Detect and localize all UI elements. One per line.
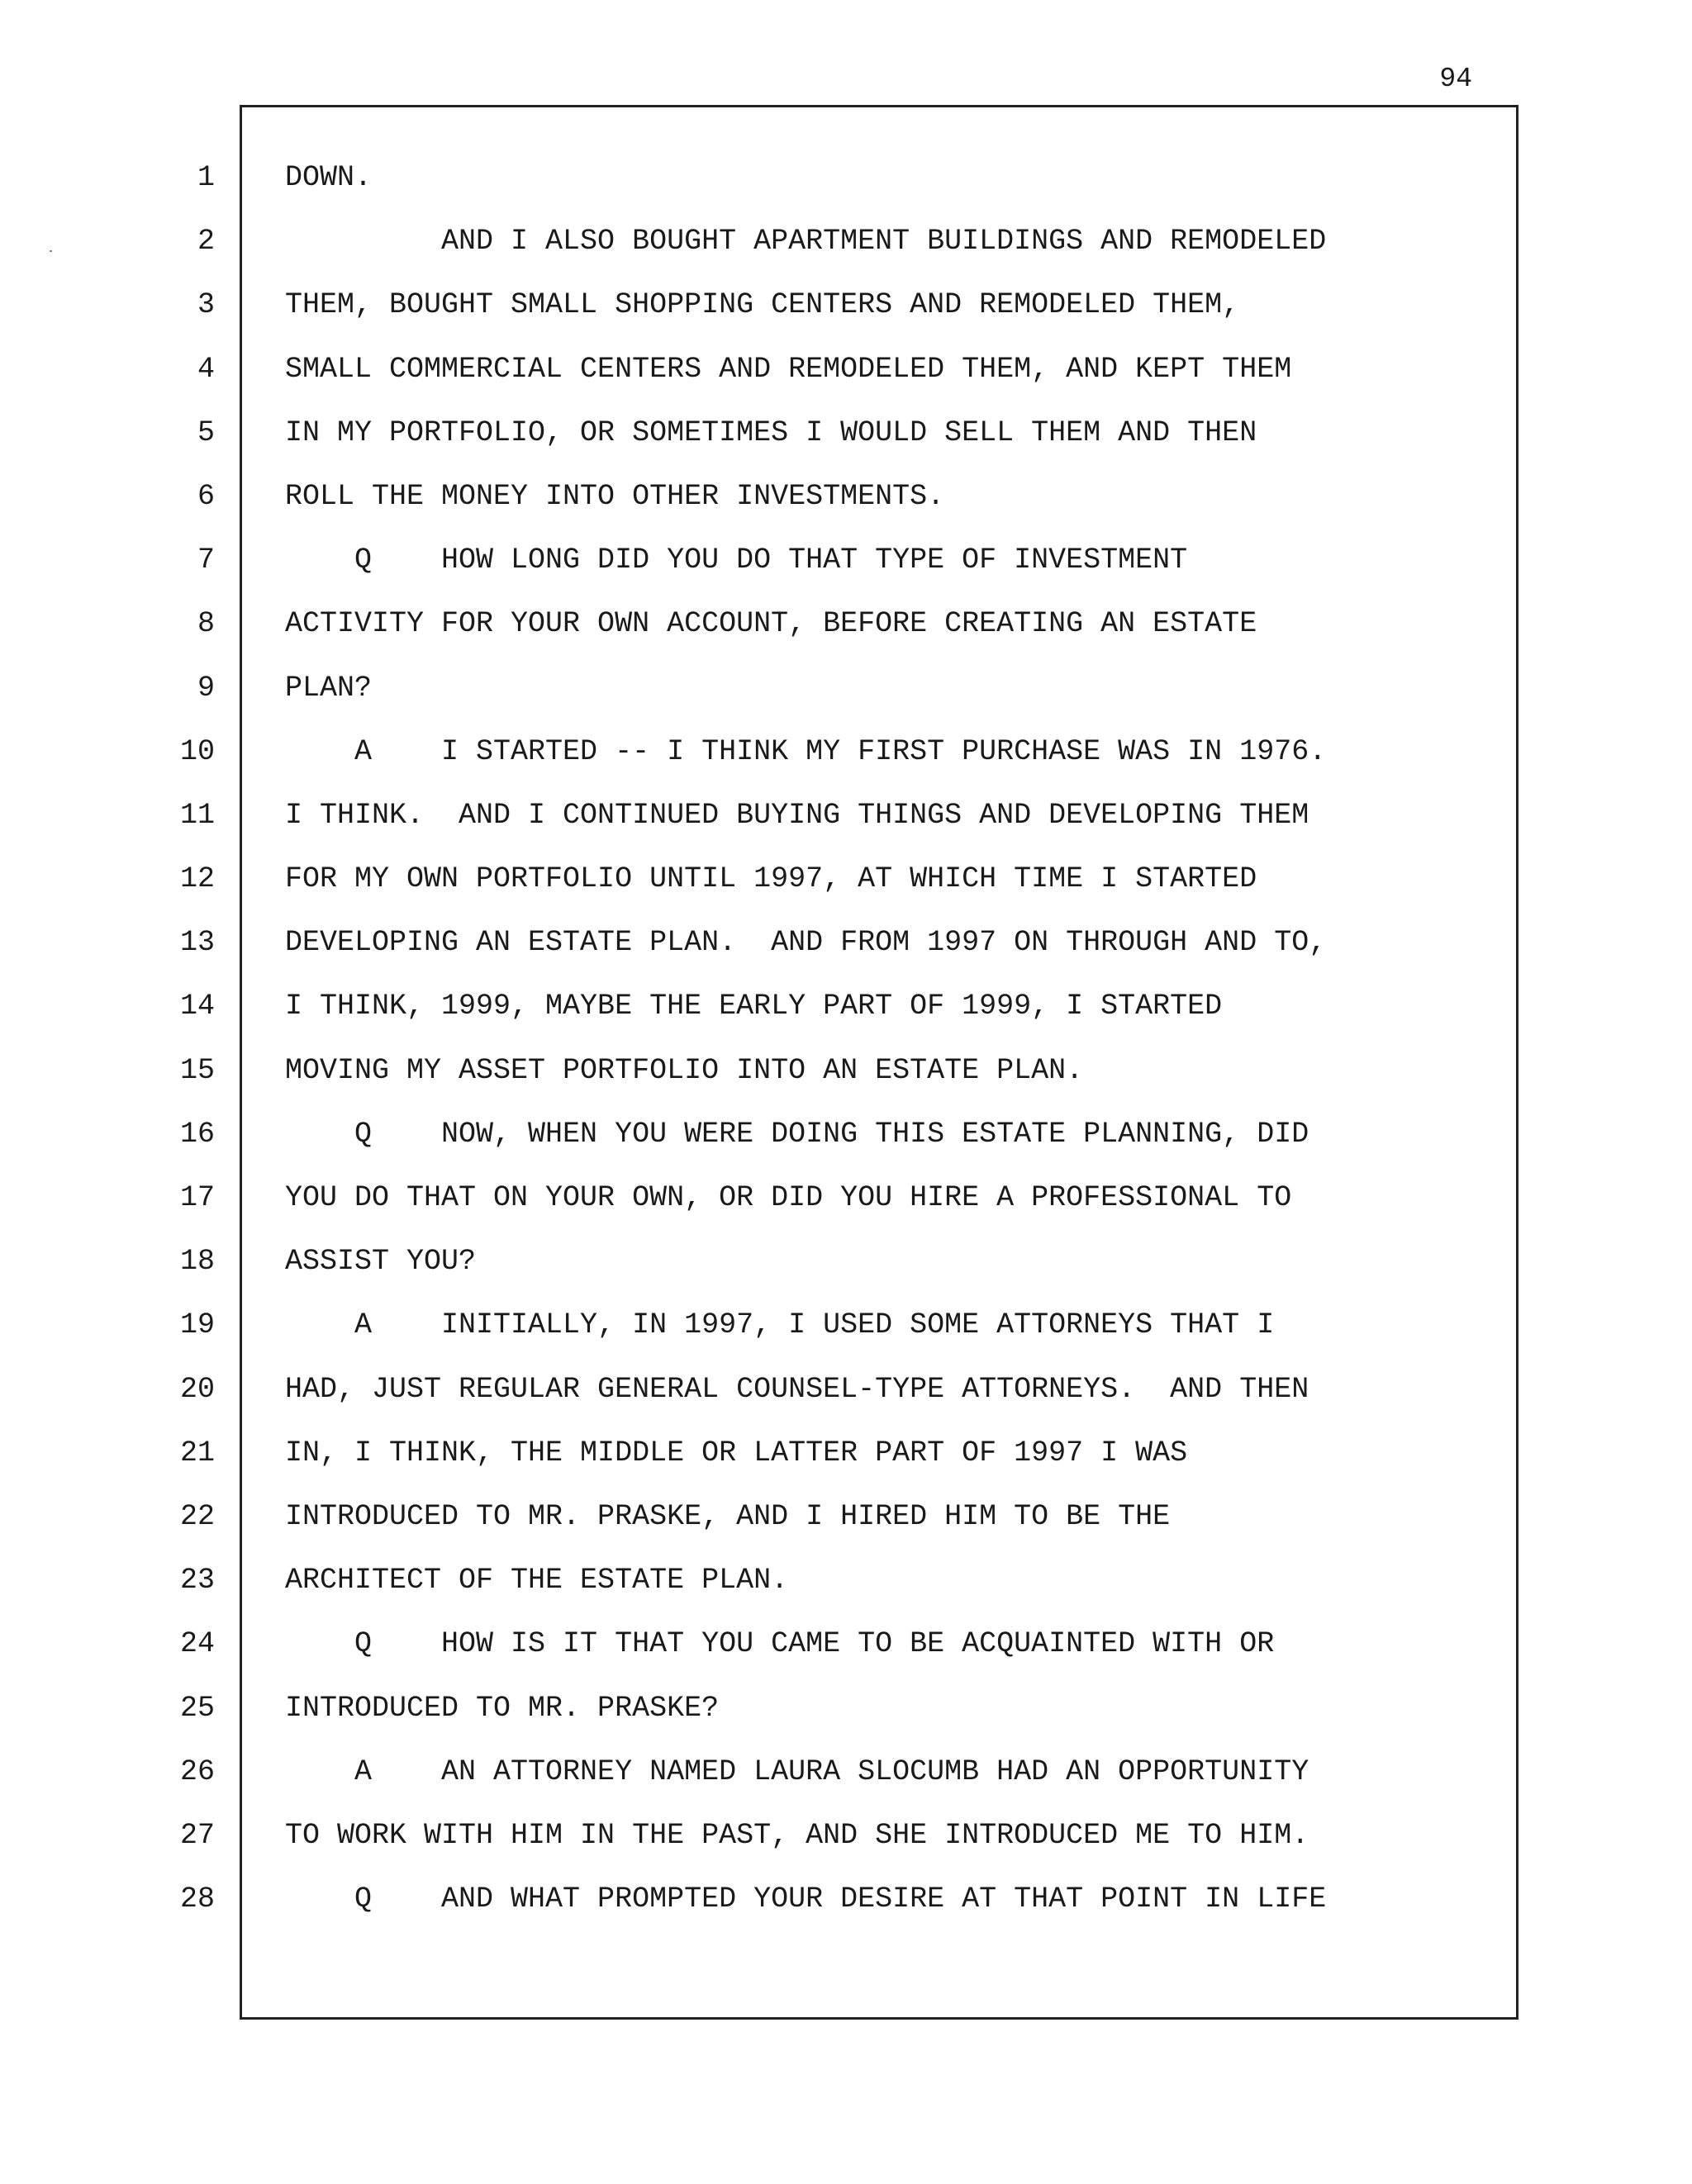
line-number: 18 xyxy=(179,1245,215,1279)
transcript-line: Q HOW IS IT THAT YOU CAME TO BE ACQUAINTED WITH OR xyxy=(285,1627,1275,1661)
transcript-line: Q AND WHAT PROMPTED YOUR DESIRE AT THAT POINT IN LIFE xyxy=(285,1883,1327,1916)
line-number: 5 xyxy=(197,415,215,449)
transcript-line: MOVING MY ASSET PORTFOLIO INTO AN ESTATE PLAN. xyxy=(285,1053,1084,1087)
transcript-line: AND I ALSO BOUGHT APARTMENT BUILDINGS AND REMODELED xyxy=(285,225,1327,259)
transcript-line: ACTIVITY FOR YOUR OWN ACCOUNT, BEFORE CREATING AN ESTATE xyxy=(285,607,1257,641)
line-number: 11 xyxy=(179,798,215,832)
line-number: 7 xyxy=(197,544,215,577)
transcript-line: YOU DO THAT ON YOUR OWN, OR DID YOU HIRE A PROFESSIONAL TO xyxy=(285,1181,1292,1214)
line-number: 10 xyxy=(179,734,215,768)
transcript-line: I THINK, 1999, MAYBE THE EARLY PART OF 1999, I STARTED xyxy=(285,990,1223,1023)
line-number: 16 xyxy=(179,1117,215,1151)
transcript-line: ARCHITECT OF THE ESTATE PLAN. xyxy=(285,1564,789,1598)
line-number: 12 xyxy=(179,862,215,896)
transcript-line: ASSIST YOU? xyxy=(285,1245,477,1279)
line-number: 13 xyxy=(179,926,215,960)
line-number: 8 xyxy=(197,607,215,641)
transcript-line: TO WORK WITH HIM IN THE PAST, AND SHE INTRODUCED ME TO HIM. xyxy=(285,1818,1309,1852)
transcript-line: INTRODUCED TO MR. PRASKE? xyxy=(285,1691,720,1725)
line-number: 28 xyxy=(179,1883,215,1916)
transcript-line: A I STARTED -- I THINK MY FIRST PURCHASE WAS IN 1976. xyxy=(285,734,1327,768)
line-number: 20 xyxy=(179,1372,215,1406)
transcript-line: HAD, JUST REGULAR GENERAL COUNSEL-TYPE ATTORNEYS. AND THEN xyxy=(285,1372,1309,1406)
line-number: 2 xyxy=(197,225,215,259)
line-number: 24 xyxy=(179,1627,215,1661)
transcript-line: PLAN? xyxy=(285,671,373,705)
transcript-text xyxy=(285,157,1500,1942)
transcript-line: Q NOW, WHEN YOU WERE DOING THIS ESTATE PLANNING, DID xyxy=(285,1117,1309,1151)
transcript-line: A AN ATTORNEY NAMED LAURA SLOCUMB HAD AN OPPORTUNITY xyxy=(285,1754,1309,1788)
line-number-column xyxy=(149,157,215,1942)
line-number: 3 xyxy=(197,288,215,322)
transcript-line: SMALL COMMERCIAL CENTERS AND REMODELED THEM, AND KEPT THEM xyxy=(285,352,1292,386)
transcript-line: IN, I THINK, THE MIDDLE OR LATTER PART OF 1997 I WAS xyxy=(285,1436,1188,1469)
page-number: 94 xyxy=(1439,64,1472,94)
line-number: 19 xyxy=(179,1308,215,1342)
transcript-line: ROLL THE MONEY INTO OTHER INVESTMENTS. xyxy=(285,479,945,513)
transcript-line: DOWN. xyxy=(285,161,373,194)
line-number: 25 xyxy=(179,1691,215,1725)
line-number: 9 xyxy=(197,671,215,705)
line-number: 4 xyxy=(197,352,215,386)
transcript-line: FOR MY OWN PORTFOLIO UNTIL 1997, AT WHICH TIME I STARTED xyxy=(285,862,1257,896)
scan-speck xyxy=(50,250,52,252)
line-number: 17 xyxy=(179,1181,215,1214)
line-number: 22 xyxy=(179,1499,215,1533)
transcript-line: I THINK. AND I CONTINUED BUYING THINGS AND DEVELOPING THEM xyxy=(285,798,1309,832)
transcript-line: THEM, BOUGHT SMALL SHOPPING CENTERS AND REMODELED THEM, xyxy=(285,288,1240,322)
transcript-line: IN MY PORTFOLIO, OR SOMETIMES I WOULD SELL THEM AND THEN xyxy=(285,415,1257,449)
line-number: 1 xyxy=(197,161,215,194)
transcript-line: Q HOW LONG DID YOU DO THAT TYPE OF INVESTMENT xyxy=(285,544,1188,577)
line-number: 14 xyxy=(179,990,215,1023)
transcript-line: INTRODUCED TO MR. PRASKE, AND I HIRED HIM TO BE THE xyxy=(285,1499,1171,1533)
line-number: 15 xyxy=(179,1053,215,1087)
line-number: 6 xyxy=(197,479,215,513)
line-number: 21 xyxy=(179,1436,215,1469)
transcript-line: DEVELOPING AN ESTATE PLAN. AND FROM 1997 ON THROUGH AND TO, xyxy=(285,926,1327,960)
transcript-line: A INITIALLY, IN 1997, I USED SOME ATTORNEYS THAT I xyxy=(285,1308,1275,1342)
line-number: 23 xyxy=(179,1564,215,1598)
line-number: 27 xyxy=(179,1818,215,1852)
line-number: 26 xyxy=(179,1754,215,1788)
